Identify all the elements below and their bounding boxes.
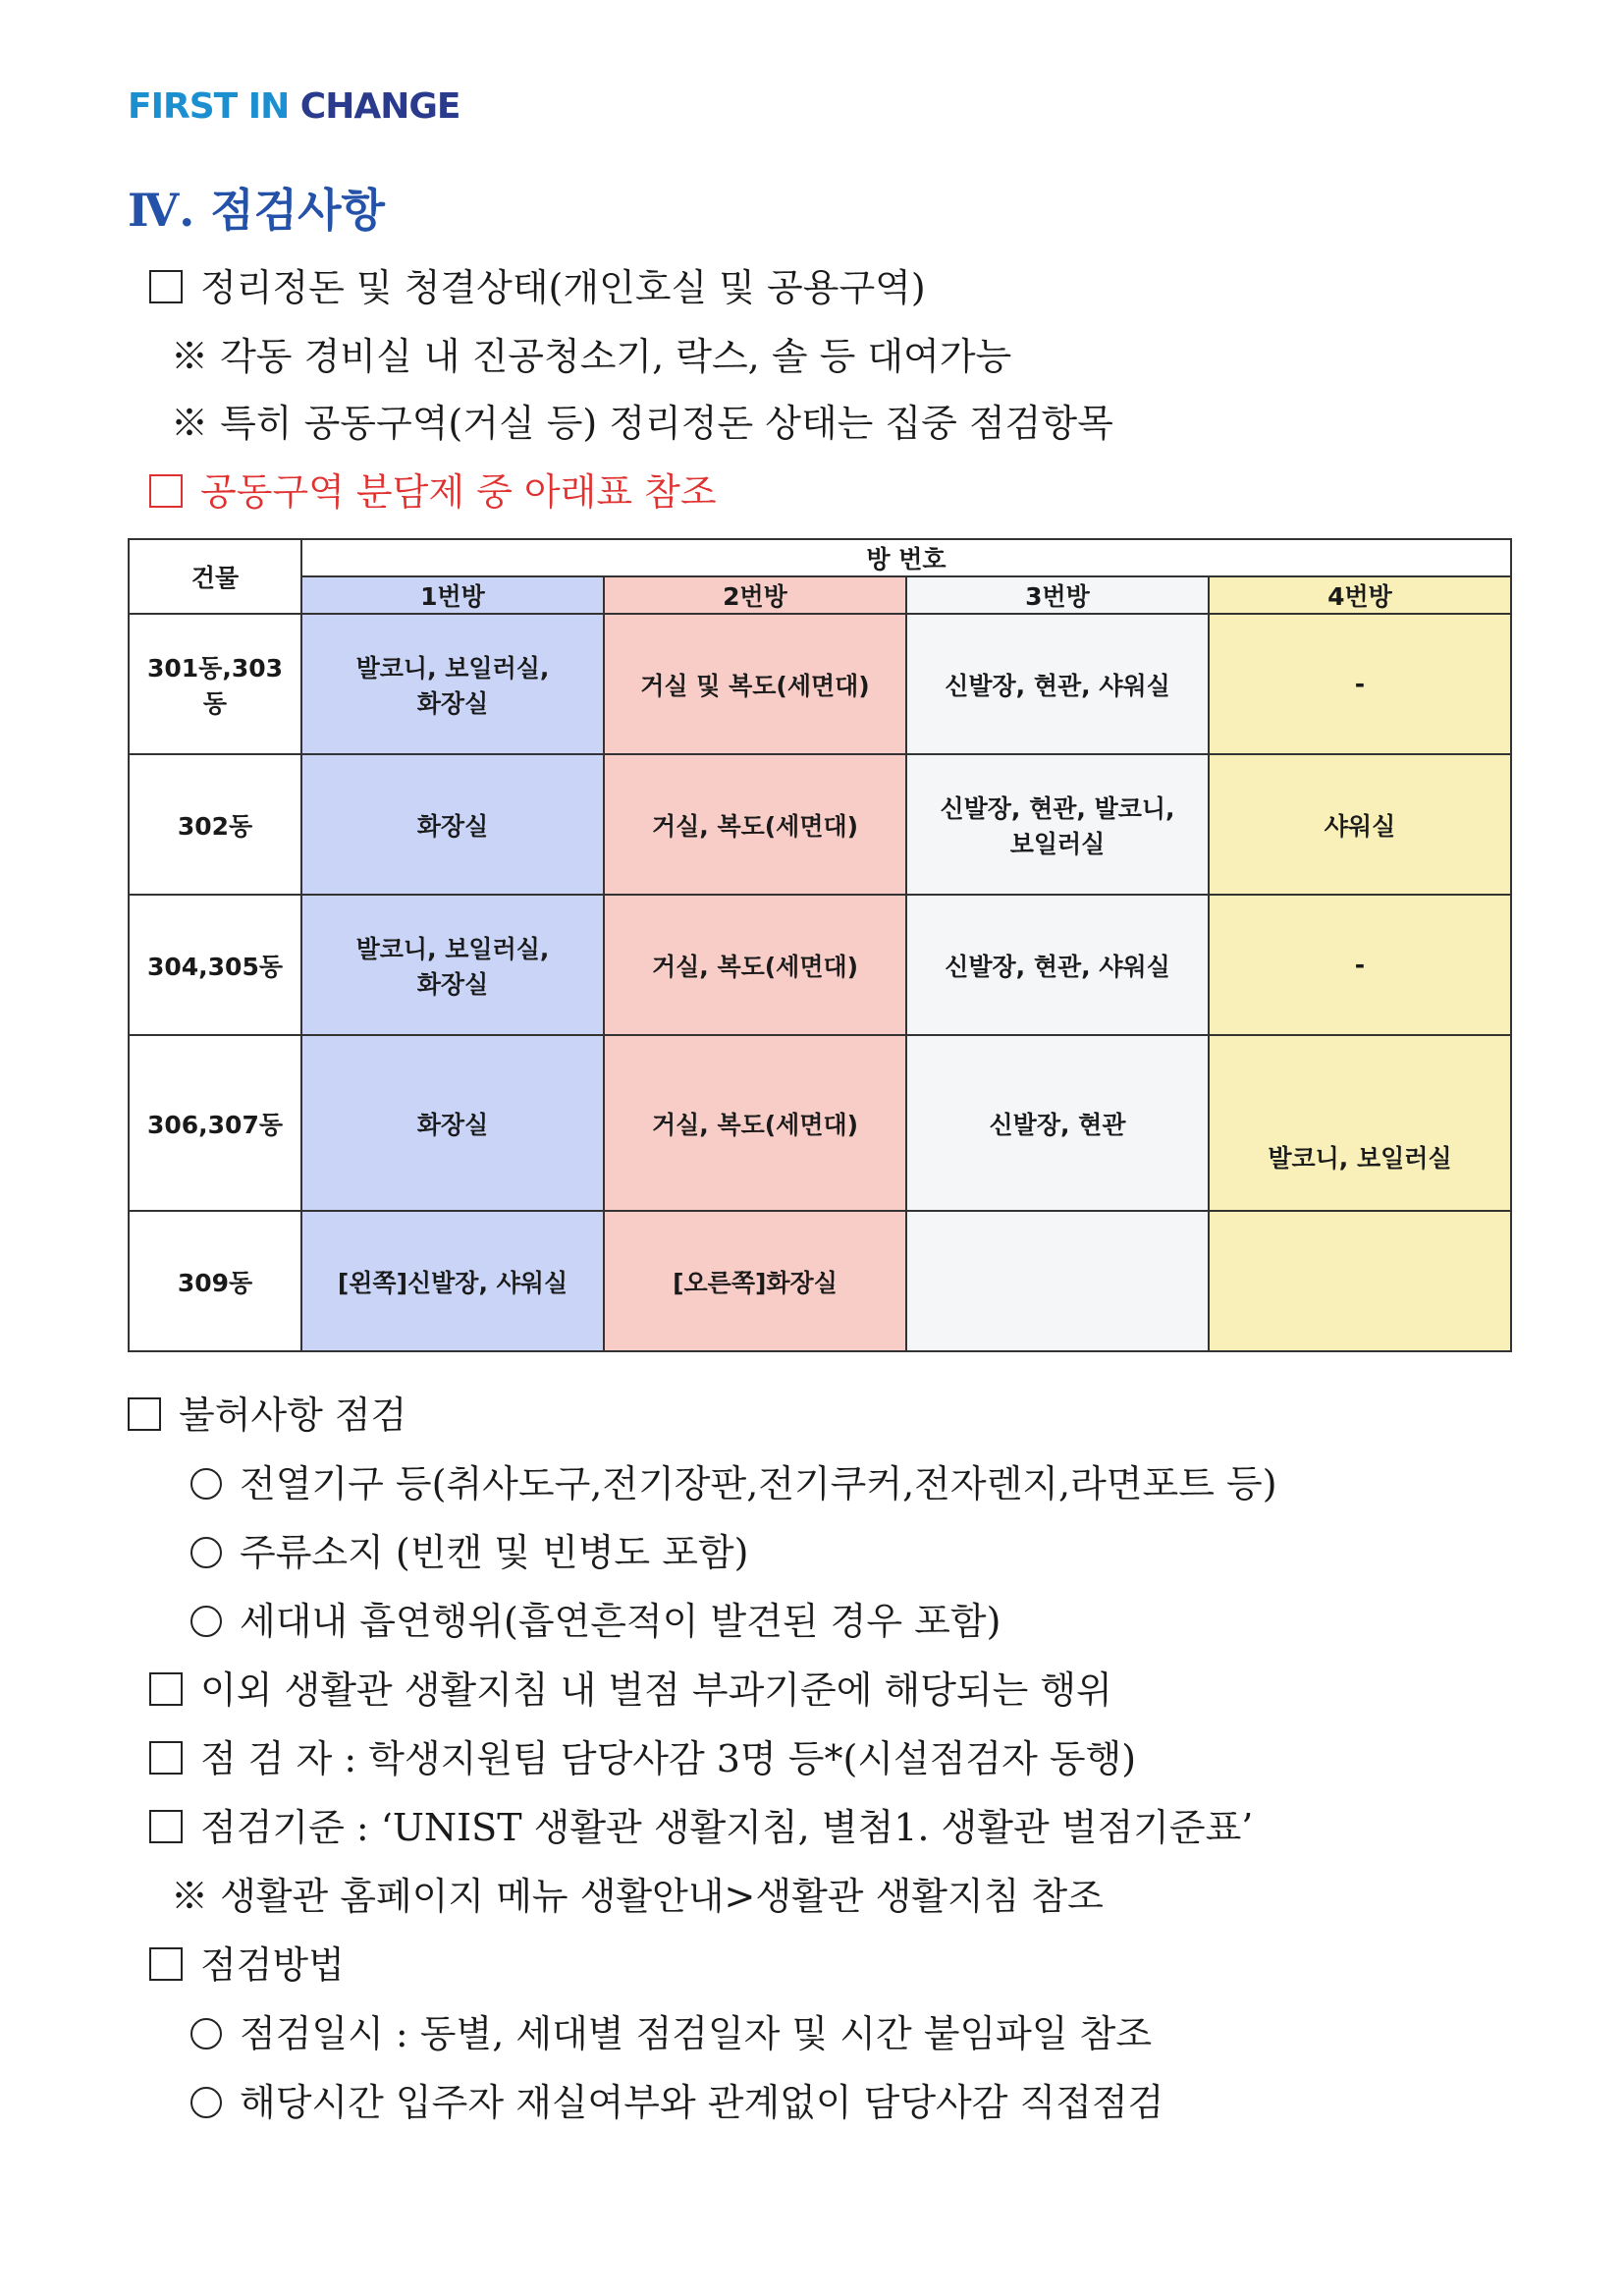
cell-line: 신발장, 현관, 샤워실 <box>945 952 1170 981</box>
cell-line: 샤워실 <box>1324 811 1396 841</box>
logo <box>128 86 460 127</box>
table-row <box>129 1035 1511 1211</box>
cell-line: [오른쪽]화장실 <box>673 1268 838 1297</box>
header-room-1: 1번방 <box>301 576 604 614</box>
building-cell: 306,307동 <box>129 1035 301 1211</box>
room-cell <box>301 614 604 754</box>
note-rental <box>171 326 1011 380</box>
item-inspector <box>149 1728 1136 1782</box>
subitem-text: 점검일시 : 동별, 세대별 점검일자 및 시간 붙임파일 참조 <box>240 2012 1153 2055</box>
cell-line: 발코니, 보일러실, 화장실 <box>355 653 550 718</box>
cell-line: 신발장, 현관, 발코니, 보일러실 <box>940 793 1175 858</box>
logo-text-first-in: FIRST IN <box>128 86 300 127</box>
note-homepage <box>171 1866 1104 1920</box>
cell-line: 신발장, 현관 <box>989 1110 1126 1139</box>
cell-line: 거실, 복도(세면대) <box>651 1110 859 1139</box>
cell-line: 발코니, 보일러실, 화장실 <box>355 934 550 999</box>
room-cell <box>301 1211 604 1351</box>
table-row <box>129 754 1511 895</box>
subitem-text: 세대내 흡연행위(흡연흔적이 발견된 경우 포함) <box>240 1600 1001 1643</box>
circle-bullet-icon <box>190 1468 222 1500</box>
table-row <box>129 1211 1511 1351</box>
subitem-smoking <box>190 1591 1001 1645</box>
item-text: 점검기준 : ‘UNIST 생활관 생활지침, 별첨1. 생활관 벌점기준표’ <box>200 1806 1254 1849</box>
header-room-3: 3번방 <box>906 576 1209 614</box>
room-cell <box>906 754 1209 895</box>
item-text: 점 검 자 : 학생지원팀 담당사감 3명 등*(시설점검자 동행) <box>200 1737 1137 1780</box>
room-cell <box>1209 895 1511 1035</box>
table-row <box>129 895 1511 1035</box>
item-text: 정리정돈 및 청결상태(개인호실 및 공용구역) <box>200 266 926 309</box>
subitem-alcohol <box>190 1522 748 1576</box>
item-method <box>149 1935 345 1989</box>
checkbox-icon <box>149 1947 183 1981</box>
checkbox-icon <box>149 270 183 303</box>
cell-line: 거실, 복도(세면대) <box>651 811 859 841</box>
checkbox-icon <box>149 1741 183 1775</box>
item-criteria <box>149 1797 1253 1851</box>
cell-line: [왼쪽]신발장, 샤워실 <box>337 1268 568 1297</box>
checkbox-icon <box>149 1672 183 1706</box>
header-room-number: 방 번호 <box>301 539 1511 576</box>
checkbox-icon <box>128 1397 161 1431</box>
table-row <box>129 614 1511 754</box>
building-cell: 304,305동 <box>129 895 301 1035</box>
subitem-heaters <box>190 1453 1277 1507</box>
room-cell <box>1209 614 1511 754</box>
cell-line: 발코니, 보일러실 <box>1268 1144 1452 1173</box>
room-cell <box>906 614 1209 754</box>
room-cell <box>301 895 604 1035</box>
item-text: 불허사항 점검 <box>179 1394 407 1437</box>
cell-line: 화장실 <box>416 1110 489 1139</box>
room-cell <box>604 895 906 1035</box>
note-text: ※ 특히 공동구역(거실 등) 정리정돈 상태는 집중 점검항목 <box>171 402 1113 445</box>
subitem-text: 전열기구 등(취사도구,전기장판,전기쿠커,전자렌지,라면포트 등) <box>240 1462 1277 1505</box>
room-cell <box>1209 1035 1511 1211</box>
room-cell <box>1209 1211 1511 1351</box>
note-text: ※ 각동 경비실 내 진공청소기, 락스, 솔 등 대여가능 <box>171 335 1012 378</box>
subitem-direct <box>190 2072 1163 2126</box>
item-cleanliness <box>149 257 926 311</box>
subitem-schedule <box>190 2003 1152 2057</box>
room-cell <box>301 754 604 895</box>
item-text: 점검방법 <box>200 1943 345 1987</box>
note-focus <box>171 393 1113 447</box>
circle-bullet-icon <box>190 1537 222 1568</box>
cell-line: 화장실 <box>416 811 489 841</box>
cell-line: 거실, 복도(세면대) <box>651 952 859 981</box>
cell-line: - <box>1354 951 1366 979</box>
header-room-4: 4번방 <box>1209 576 1511 614</box>
item-text: 공동구역 분담제 중 아래표 참조 <box>200 470 717 514</box>
room-cell <box>604 754 906 895</box>
room-cell <box>906 1035 1209 1211</box>
room-cell <box>301 1035 604 1211</box>
item-prohibited <box>128 1385 406 1439</box>
cell-line: 거실 및 복도(세면대) <box>640 671 870 700</box>
item-common-area <box>149 462 717 516</box>
common-area-table <box>128 538 1512 1352</box>
room-cell <box>604 614 906 754</box>
circle-bullet-icon <box>190 2018 222 2050</box>
room-cell <box>604 1211 906 1351</box>
circle-bullet-icon <box>190 1606 222 1637</box>
building-cell: 302동 <box>129 754 301 895</box>
circle-bullet-icon <box>190 2087 222 2118</box>
checkbox-icon <box>149 474 183 508</box>
logo-text-change: CHANGE <box>299 86 460 127</box>
cell-line: 신발장, 현관, 샤워실 <box>945 671 1170 700</box>
room-cell <box>906 895 1209 1035</box>
room-cell <box>1209 754 1511 895</box>
room-cell <box>906 1211 1209 1351</box>
subitem-text: 주류소지 (빈캔 및 빈병도 포함) <box>240 1531 749 1574</box>
building-cell: 301동,303동 <box>129 614 301 754</box>
checkbox-icon <box>149 1810 183 1843</box>
header-building: 건물 <box>129 539 301 614</box>
section-heading: Ⅳ. 점검사항 <box>128 184 385 237</box>
room-cell <box>604 1035 906 1211</box>
item-text: 이외 생활관 생활지침 내 벌점 부과기준에 해당되는 행위 <box>200 1668 1112 1712</box>
header-room-2: 2번방 <box>604 576 906 614</box>
item-other-penalty <box>149 1660 1112 1714</box>
subitem-text: 해당시간 입주자 재실여부와 관계없이 담당사감 직접점검 <box>240 2081 1164 2124</box>
note-text: ※ 생활관 홈페이지 메뉴 생활안내>생활관 생활지침 참조 <box>171 1875 1104 1918</box>
cell-line: - <box>1354 670 1366 698</box>
building-cell: 309동 <box>129 1211 301 1351</box>
